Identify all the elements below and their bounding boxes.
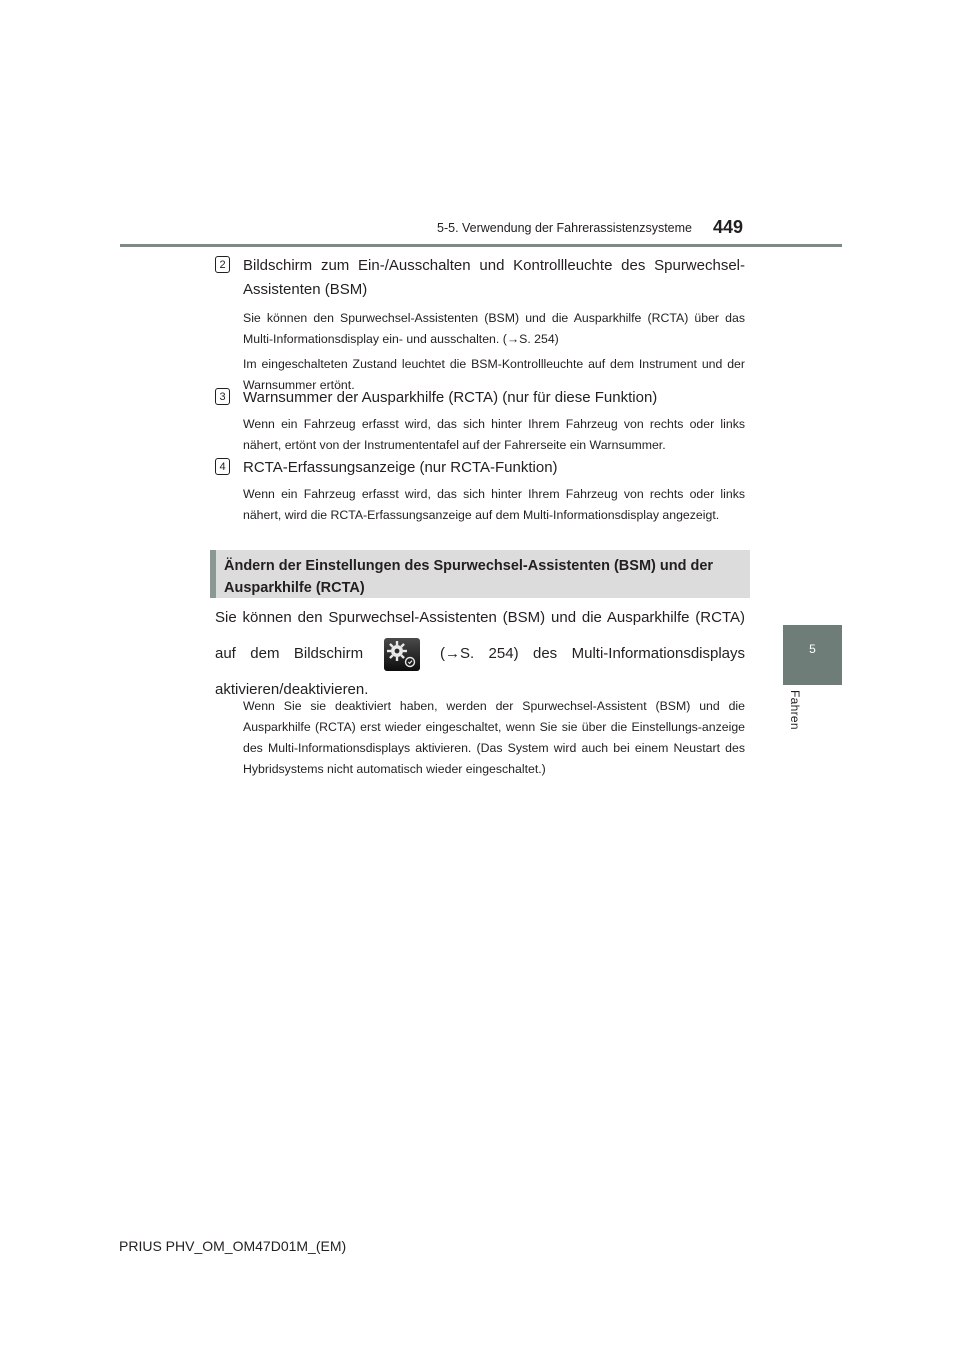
section-note: Wenn Sie sie deaktiviert haben, werden der Spurwechsel-Assistent (BSM) und die Ausparkhilfe (RCTA) erst wieder eingeschaltet, wenn Sie sie über die Einstellungs-anzeige des Multi-Informationsdisplays aktivieren. (Das System wird auch bei einem Neustart des Hybridsystems nicht automatisch wieder eingeschaltet.) bbox=[243, 699, 745, 776]
section-heading: Ändern der Einstellungen des Spurwechsel-Assistenten (BSM) und der Ausparkhilfe (RCTA) bbox=[210, 550, 750, 598]
chapter-label: Fahren bbox=[788, 690, 802, 730]
item-2 bbox=[215, 254, 745, 396]
header-divider bbox=[120, 244, 842, 247]
item-title: Warnsummer der Ausparkhilfe (RCTA) (nur für diese Funktion) bbox=[243, 389, 658, 406]
item-title: RCTA-Erfassungsanzeige (nur RCTA-Funktion) bbox=[243, 459, 558, 476]
header-section-title: 5-5. Verwendung der Fahrerassistenzsysteme bbox=[437, 221, 692, 235]
footer-model-code: PRIUS PHV_OM_OM47D01M_(EM) bbox=[119, 1238, 347, 1254]
item-title: Bildschirm zum Ein-/Ausschalten und Kontrollleuchte des Spurwechsel-Assistenten (BSM) bbox=[243, 257, 745, 298]
item-4 bbox=[215, 456, 745, 526]
item-paragraph: Im eingeschalteten Zustand leuchtet die BSM-Kontrollleuchte auf dem Instrument und der Warnsummer ertönt. bbox=[243, 357, 745, 392]
item-number-badge: 2 bbox=[215, 256, 230, 273]
item-3 bbox=[215, 386, 745, 456]
section-body-text: Sie können den Spurwechsel-Assistenten (BSM) und die Ausparkhilfe (RCTA) auf dem Bildschirm bbox=[215, 609, 745, 662]
chapter-number: 5 bbox=[809, 642, 816, 656]
item-number-badge: 3 bbox=[215, 388, 230, 405]
settings-gear-icon bbox=[384, 638, 420, 671]
item-paragraph: Wenn ein Fahrzeug erfasst wird, das sich hinter Ihrem Fahrzeug von rechts oder links nähert, ertönt von der Instrumententafel auf der Fahrerseite ein Warnsummer. bbox=[243, 417, 745, 452]
item-paragraph: Wenn ein Fahrzeug erfasst wird, das sich hinter Ihrem Fahrzeug von rechts oder links nähert, wird die RCTA-Erfassungsanzeige auf dem Multi-Informationsdisplay angezeigt. bbox=[243, 487, 745, 522]
section-body-text: (→S. 254) des Multi-Informationsdisplays aktivieren/deaktivieren. bbox=[215, 645, 746, 698]
section-body bbox=[215, 600, 745, 708]
item-paragraph: Sie können den Spurwechsel-Assistenten (BSM) und die Ausparkhilfe (RCTA) über das Multi-Informationsdisplay ein- und ausschalten. (→S. 254) bbox=[243, 311, 745, 346]
chapter-tab bbox=[783, 625, 842, 685]
page-number: 449 bbox=[713, 217, 744, 237]
item-number-badge: 4 bbox=[215, 458, 230, 475]
